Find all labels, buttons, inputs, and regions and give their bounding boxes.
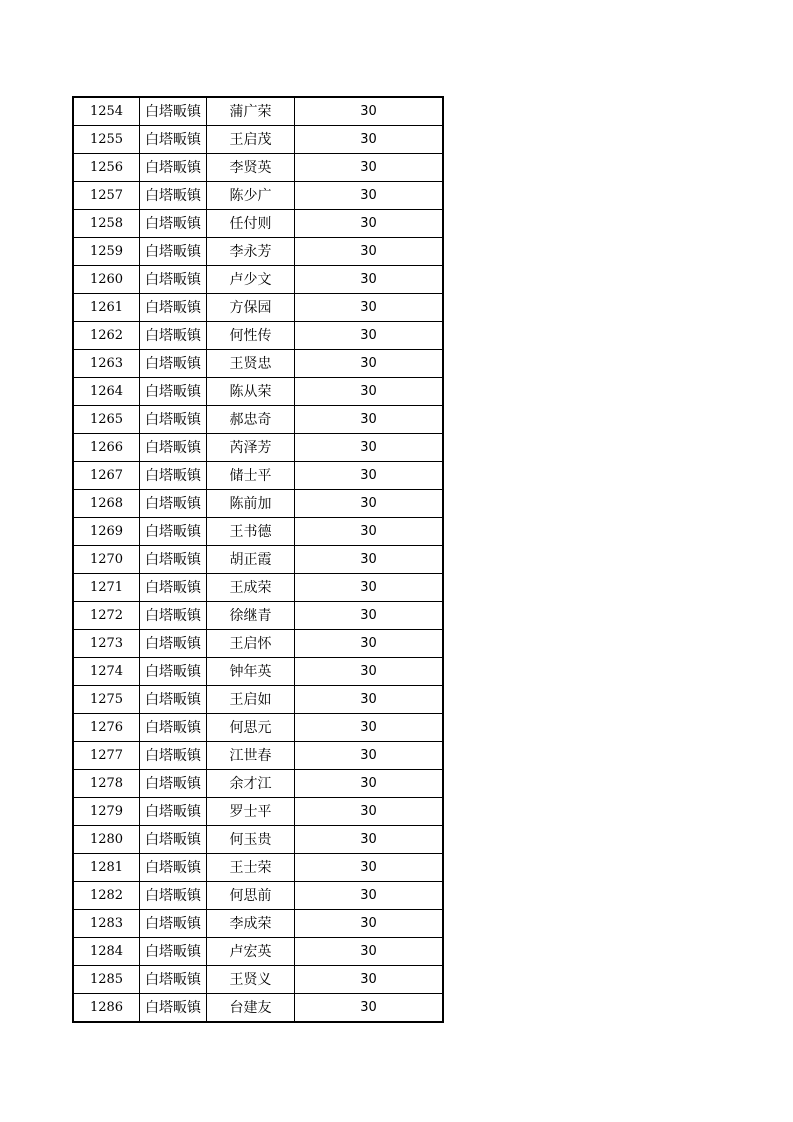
town-cell: 白塔畈镇 <box>140 602 207 630</box>
amount-cell: 30 <box>295 97 444 126</box>
town-cell: 白塔畈镇 <box>140 266 207 294</box>
row-number-cell: 1265 <box>73 406 140 434</box>
amount-cell: 30 <box>295 210 444 238</box>
row-number-cell: 1269 <box>73 518 140 546</box>
town-cell: 白塔畈镇 <box>140 910 207 938</box>
town-cell: 白塔畈镇 <box>140 994 207 1023</box>
row-number-cell: 1286 <box>73 994 140 1023</box>
amount-cell: 30 <box>295 350 444 378</box>
row-number-cell: 1260 <box>73 266 140 294</box>
town-cell: 白塔畈镇 <box>140 770 207 798</box>
table-row <box>73 966 443 994</box>
name-cell: 胡正霞 <box>207 546 295 574</box>
row-number-cell: 1264 <box>73 378 140 406</box>
table-row <box>73 350 443 378</box>
row-number-cell: 1266 <box>73 434 140 462</box>
table-row <box>73 294 443 322</box>
row-number-cell: 1279 <box>73 798 140 826</box>
town-cell: 白塔畈镇 <box>140 686 207 714</box>
amount-cell: 30 <box>295 938 444 966</box>
table-row <box>73 602 443 630</box>
row-number-cell: 1267 <box>73 462 140 490</box>
town-cell: 白塔畈镇 <box>140 714 207 742</box>
town-cell: 白塔畈镇 <box>140 462 207 490</box>
table-row <box>73 126 443 154</box>
row-number-cell: 1255 <box>73 126 140 154</box>
amount-cell: 30 <box>295 630 444 658</box>
row-number-cell: 1259 <box>73 238 140 266</box>
row-number-cell: 1277 <box>73 742 140 770</box>
table-body <box>73 97 443 1022</box>
name-cell: 何玉贵 <box>207 826 295 854</box>
amount-cell: 30 <box>295 462 444 490</box>
name-cell: 储士平 <box>207 462 295 490</box>
amount-cell: 30 <box>295 126 444 154</box>
table-row <box>73 462 443 490</box>
table-row <box>73 770 443 798</box>
name-cell: 徐继青 <box>207 602 295 630</box>
row-number-cell: 1263 <box>73 350 140 378</box>
amount-cell: 30 <box>295 518 444 546</box>
amount-cell: 30 <box>295 882 444 910</box>
name-cell: 何思元 <box>207 714 295 742</box>
amount-cell: 30 <box>295 182 444 210</box>
amount-cell: 30 <box>295 406 444 434</box>
name-cell: 蒲广荣 <box>207 97 295 126</box>
row-number-cell: 1257 <box>73 182 140 210</box>
row-number-cell: 1278 <box>73 770 140 798</box>
town-cell: 白塔畈镇 <box>140 182 207 210</box>
town-cell: 白塔畈镇 <box>140 882 207 910</box>
name-cell: 方保园 <box>207 294 295 322</box>
table-row <box>73 882 443 910</box>
name-cell: 王启茂 <box>207 126 295 154</box>
row-number-cell: 1274 <box>73 658 140 686</box>
amount-cell: 30 <box>295 434 444 462</box>
row-number-cell: 1284 <box>73 938 140 966</box>
town-cell: 白塔畈镇 <box>140 938 207 966</box>
town-cell: 白塔畈镇 <box>140 97 207 126</box>
table-row <box>73 546 443 574</box>
amount-cell: 30 <box>295 378 444 406</box>
row-number-cell: 1258 <box>73 210 140 238</box>
table-row <box>73 742 443 770</box>
name-cell: 江世春 <box>207 742 295 770</box>
table-row <box>73 434 443 462</box>
row-number-cell: 1262 <box>73 322 140 350</box>
table-row <box>73 826 443 854</box>
table-row <box>73 182 443 210</box>
town-cell: 白塔畈镇 <box>140 854 207 882</box>
row-number-cell: 1281 <box>73 854 140 882</box>
amount-cell: 30 <box>295 714 444 742</box>
name-cell: 余才江 <box>207 770 295 798</box>
table-row <box>73 210 443 238</box>
name-cell: 卢宏英 <box>207 938 295 966</box>
name-cell: 李永芳 <box>207 238 295 266</box>
name-cell: 郝忠奇 <box>207 406 295 434</box>
name-cell: 钟年英 <box>207 658 295 686</box>
town-cell: 白塔畈镇 <box>140 742 207 770</box>
table-row <box>73 378 443 406</box>
name-cell: 何思前 <box>207 882 295 910</box>
name-cell: 王贤义 <box>207 966 295 994</box>
name-cell: 王书德 <box>207 518 295 546</box>
table-row <box>73 490 443 518</box>
row-number-cell: 1272 <box>73 602 140 630</box>
row-number-cell: 1285 <box>73 966 140 994</box>
table-row <box>73 574 443 602</box>
table-row <box>73 714 443 742</box>
table-row <box>73 910 443 938</box>
table-row <box>73 154 443 182</box>
table-row <box>73 658 443 686</box>
town-cell: 白塔畈镇 <box>140 966 207 994</box>
row-number-cell: 1256 <box>73 154 140 182</box>
town-cell: 白塔畈镇 <box>140 490 207 518</box>
name-cell: 王贤忠 <box>207 350 295 378</box>
town-cell: 白塔畈镇 <box>140 434 207 462</box>
name-cell: 芮泽芳 <box>207 434 295 462</box>
name-cell: 李成荣 <box>207 910 295 938</box>
amount-cell: 30 <box>295 798 444 826</box>
name-cell: 陈前加 <box>207 490 295 518</box>
town-cell: 白塔畈镇 <box>140 658 207 686</box>
amount-cell: 30 <box>295 294 444 322</box>
table-row <box>73 686 443 714</box>
row-number-cell: 1273 <box>73 630 140 658</box>
town-cell: 白塔畈镇 <box>140 126 207 154</box>
table-row <box>73 630 443 658</box>
row-number-cell: 1280 <box>73 826 140 854</box>
amount-cell: 30 <box>295 686 444 714</box>
table-row <box>73 97 443 126</box>
table-row <box>73 266 443 294</box>
table-row <box>73 994 443 1023</box>
name-cell: 王启如 <box>207 686 295 714</box>
town-cell: 白塔畈镇 <box>140 406 207 434</box>
table-row <box>73 322 443 350</box>
amount-cell: 30 <box>295 490 444 518</box>
row-number-cell: 1275 <box>73 686 140 714</box>
row-number-cell: 1270 <box>73 546 140 574</box>
amount-cell: 30 <box>295 154 444 182</box>
name-cell: 王成荣 <box>207 574 295 602</box>
name-cell: 台建友 <box>207 994 295 1023</box>
amount-cell: 30 <box>295 770 444 798</box>
name-cell: 何性传 <box>207 322 295 350</box>
row-number-cell: 1276 <box>73 714 140 742</box>
name-cell: 罗士平 <box>207 798 295 826</box>
amount-cell: 30 <box>295 742 444 770</box>
name-cell: 陈从荣 <box>207 378 295 406</box>
row-number-cell: 1254 <box>73 97 140 126</box>
amount-cell: 30 <box>295 602 444 630</box>
town-cell: 白塔畈镇 <box>140 210 207 238</box>
town-cell: 白塔畈镇 <box>140 322 207 350</box>
name-cell: 陈少广 <box>207 182 295 210</box>
table-row <box>73 938 443 966</box>
row-number-cell: 1271 <box>73 574 140 602</box>
amount-cell: 30 <box>295 238 444 266</box>
town-cell: 白塔畈镇 <box>140 630 207 658</box>
town-cell: 白塔畈镇 <box>140 378 207 406</box>
table-row <box>73 518 443 546</box>
row-number-cell: 1268 <box>73 490 140 518</box>
amount-cell: 30 <box>295 546 444 574</box>
row-number-cell: 1283 <box>73 910 140 938</box>
name-cell: 卢少文 <box>207 266 295 294</box>
data-table <box>72 96 444 1023</box>
town-cell: 白塔畈镇 <box>140 518 207 546</box>
amount-cell: 30 <box>295 994 444 1023</box>
amount-cell: 30 <box>295 854 444 882</box>
town-cell: 白塔畈镇 <box>140 546 207 574</box>
town-cell: 白塔畈镇 <box>140 574 207 602</box>
row-number-cell: 1282 <box>73 882 140 910</box>
row-number-cell: 1261 <box>73 294 140 322</box>
town-cell: 白塔畈镇 <box>140 798 207 826</box>
amount-cell: 30 <box>295 266 444 294</box>
amount-cell: 30 <box>295 574 444 602</box>
table-row <box>73 406 443 434</box>
amount-cell: 30 <box>295 966 444 994</box>
amount-cell: 30 <box>295 322 444 350</box>
town-cell: 白塔畈镇 <box>140 294 207 322</box>
amount-cell: 30 <box>295 910 444 938</box>
amount-cell: 30 <box>295 826 444 854</box>
town-cell: 白塔畈镇 <box>140 826 207 854</box>
town-cell: 白塔畈镇 <box>140 154 207 182</box>
table-row <box>73 854 443 882</box>
town-cell: 白塔畈镇 <box>140 350 207 378</box>
amount-cell: 30 <box>295 658 444 686</box>
town-cell: 白塔畈镇 <box>140 238 207 266</box>
table-row <box>73 238 443 266</box>
name-cell: 李贤英 <box>207 154 295 182</box>
name-cell: 王启怀 <box>207 630 295 658</box>
table-row <box>73 798 443 826</box>
name-cell: 王士荣 <box>207 854 295 882</box>
name-cell: 任付则 <box>207 210 295 238</box>
